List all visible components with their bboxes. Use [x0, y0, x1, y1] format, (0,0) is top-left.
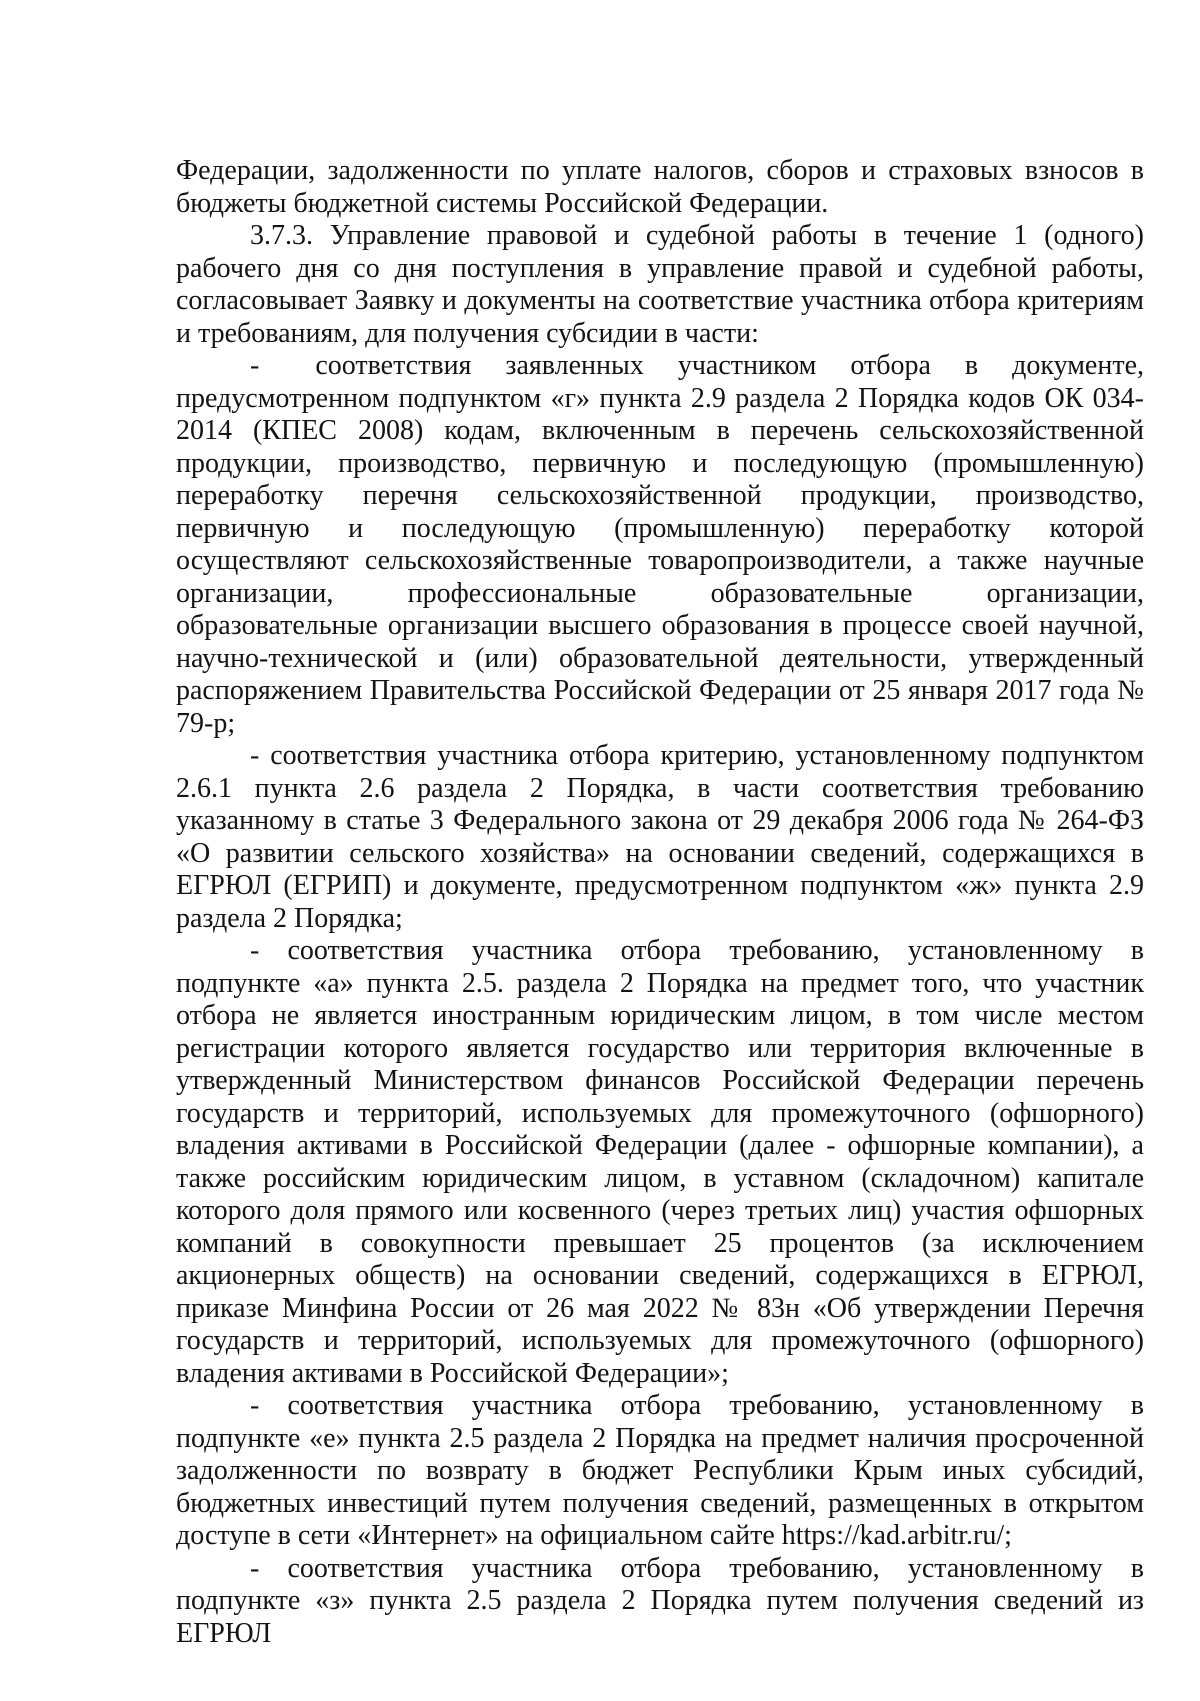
list-item-okpd-codes: - соответствия заявленных участником отбора в документе, предусмотренном подпунктом «г» пункта 2.9 раздела 2 Порядка кодов ОК 034-2014 (КПЕС 2008) кодам, включенным в перечень сельскохозяйственной продукции, производство, первичную и последующую (промышленную) переработку перечня сельскохозяйственной продукции, производство, первичную и последующую (промышленную) переработку которой осуществляют сельскохозяйственные товаропроизводители, а также научные организации, профессиональные образовательные организации, образовательные организации высшего образования в процессе своей научной, научно-технической и (или) образовательной деятельности, утвержденный распоряжением Правительства Российской Федерации от 25 января 2017 года № 79-р;	[176, 350, 1144, 739]
document-body	[176, 155, 1144, 1650]
list-item-criterion-2-6-1: - соответствия участника отбора критерию, установленному подпунктом 2.6.1 пункта 2.6 раздела 2 Порядка, в части соответствия требованию указанному в статье 3 Федерального закона от 29 декабря 2006 года № 264-ФЗ «О развитии сельского хозяйства» на основании сведений, содержащихся в ЕГРЮЛ (ЕГРИП) и документе, предусмотренном подпунктом «ж» пункта 2.9 раздела 2 Порядка;	[176, 740, 1144, 934]
list-item-egrul-requirement: - соответствия участника отбора требованию, установленному в подпункте «з» пункта 2.5 раздела 2 Порядка путем получения сведений из ЕГРЮЛ	[176, 1552, 1144, 1649]
paragraph-3-7-3: 3.7.3. Управление правовой и судебной работы в течение 1 (одного) рабочего дня со дня поступления в управление правой и судебной работы, согласовывает Заявку и документы на соответствие участника отбора критериям и требованиям, для получения субсидии в части:	[176, 220, 1144, 349]
paragraph-continuation: Федерации, задолженности по уплате налогов, сборов и страховых взносов в бюджеты бюджетной системы Российской Федерации.	[176, 155, 1144, 219]
list-item-overdue-debt: - соответствия участника отбора требованию, установленному в подпункте «е» пункта 2.5 раздела 2 Порядка на предмет наличия просроченной задолженности по возврату в бюджет Республики Крым иных субсидий, бюджетных инвестиций путем получения сведений, размещенных в открытом доступе в сети «Интернет» на официальном сайте https://kad.arbitr.ru/;	[176, 1390, 1144, 1551]
list-item-offshore-requirement: - соответствия участника отбора требованию, установленному в подпункте «а» пункта 2.5. раздела 2 Порядка на предмет того, что участник отбора не является иностранным юридическим лицом, в том числе местом регистрации которого является государство или территория включенные в утвержденный Министерством финансов Российской Федерации перечень государств и территорий, используемых для промежуточного (офшорного) владения активами в Российской Федерации (далее - офшорные компании), а также российским юридическим лицом, в уставном (складочном) капитале которого доля прямого или косвенного (через третьих лиц) участия офшорных компаний в совокупности превышает 25 процентов (за исключением акционерных обществ) на основании сведений, содержащихся в ЕГРЮЛ, приказе Минфина России от 26 мая 2022 № 83н «Об утверждении Перечня государств и территорий, используемых для промежуточного (офшорного) владения активами в Российской Федерации»;	[176, 935, 1144, 1389]
